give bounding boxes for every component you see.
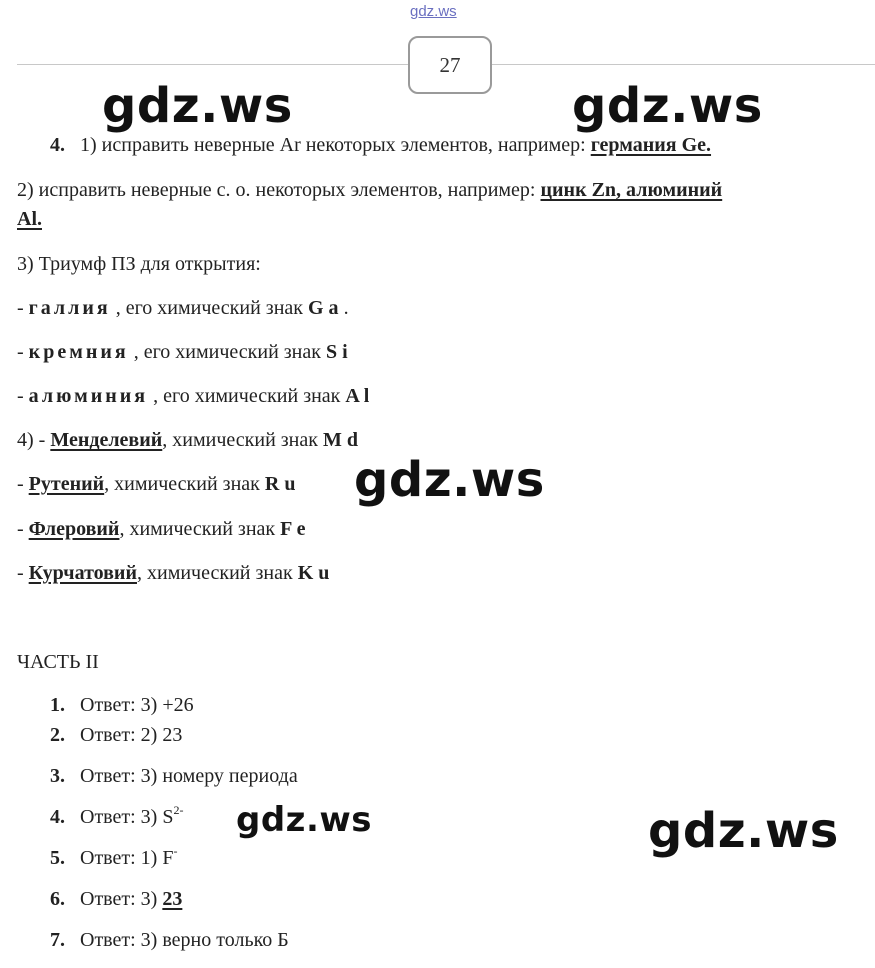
answer-number: 2.: [50, 724, 65, 746]
dash: -: [17, 385, 29, 407]
discovery-item-silicon: [17, 340, 348, 364]
answer-item: [50, 928, 289, 952]
element-symbol: S i: [325, 341, 348, 363]
answer-item: [50, 887, 182, 911]
element-symbol: R u: [264, 473, 296, 495]
answer-number: 4.: [50, 806, 65, 828]
answer-number: 1.: [50, 694, 65, 716]
page-number-text: 27: [439, 52, 461, 77]
element-name: алюминия: [28, 385, 149, 407]
element-name: галлия: [28, 297, 111, 319]
element-name: Курчатовий: [28, 562, 137, 584]
dash: -: [17, 341, 29, 363]
watermark: gdz.ws: [236, 800, 373, 840]
discovery-item-aluminium: [17, 384, 369, 408]
dash: -: [17, 562, 29, 584]
q4-line2: [17, 178, 722, 202]
answer-text: Ответ: 3) верно только Б: [80, 929, 289, 951]
answer-text: Ответ: 2) 23: [80, 724, 183, 746]
element-mid-text: , его химический знак: [128, 341, 326, 363]
element-mid-text: , химический знак: [104, 473, 265, 495]
q4-line1-answer: германия Ge.: [590, 134, 712, 156]
answer-item: [50, 764, 298, 788]
discovery-item-gallium: [17, 296, 349, 320]
page-number: [408, 36, 492, 94]
answer-number: 7.: [50, 929, 65, 951]
watermark: gdz.ws: [354, 452, 545, 508]
q4-number: 4.: [50, 134, 65, 156]
header-rule-right: [490, 64, 875, 65]
q4-line1: [50, 133, 711, 157]
watermark: gdz.ws: [648, 803, 839, 859]
part2-title: ЧАСТЬ II: [17, 651, 99, 673]
dash: -: [17, 297, 29, 319]
element-flerovium: [17, 517, 306, 541]
answer-number: 5.: [50, 847, 65, 869]
watermark: gdz.ws: [102, 78, 293, 134]
element-symbol: K u: [297, 562, 330, 584]
q4-line2-text: 2) исправить неверные с. о. некоторых элементов, например:: [17, 179, 541, 201]
q4-line4-prefix: 4) -: [17, 429, 51, 451]
site-link-top[interactable]: gdz.ws: [410, 3, 457, 20]
answer-item: [50, 723, 182, 747]
element-kurchatovium: [17, 561, 329, 585]
element-name: Флеровий: [28, 518, 120, 540]
answer-number: 3.: [50, 765, 65, 787]
element-name: Рутений: [28, 473, 105, 495]
element-ruthenium: [17, 472, 295, 496]
element-mid-text: , его химический знак: [148, 385, 346, 407]
element-mendelevium: [17, 428, 358, 452]
dash: -: [17, 518, 29, 540]
element-symbol: F e: [280, 518, 306, 540]
answer-item: [50, 846, 177, 870]
answer-bold-value: 23: [162, 888, 183, 910]
answer-superscript: 2-: [173, 803, 184, 817]
element-mid-text: , его химический знак: [110, 297, 308, 319]
answer-text: Ответ: 3): [80, 888, 163, 910]
answer-text: Ответ: 1) F: [80, 847, 174, 869]
answer-text: Ответ: 3) +26: [80, 694, 194, 716]
q4-line2-cont: [17, 207, 42, 231]
answer-number: 6.: [50, 888, 65, 910]
element-symbol: M d: [322, 429, 358, 451]
answer-text: Ответ: 3) S: [80, 806, 174, 828]
answer-text: Ответ: 3) номеру периода: [80, 765, 298, 787]
answer-item: [50, 805, 183, 829]
header-rule-left: [17, 64, 408, 65]
answer-item: [50, 693, 194, 717]
q4-line3: 3) Триумф ПЗ для открытия:: [17, 253, 261, 275]
q4-line2-answer-a: цинк Zn, алюминий: [540, 179, 723, 201]
element-symbol: A l: [345, 385, 370, 407]
q4-line2-answer-b: Al.: [17, 208, 42, 230]
q4-line1-text: 1) исправить неверные Ar некоторых элементов, например:: [80, 134, 591, 156]
element-mid-text: , химический знак: [136, 562, 298, 584]
element-symbol: G a: [308, 297, 339, 319]
element-end: .: [338, 297, 349, 319]
element-name: кремния: [28, 341, 129, 363]
element-mid-text: , химический знак: [162, 429, 323, 451]
element-name: Менделевий: [50, 429, 163, 451]
element-mid-text: , химический знак: [119, 518, 281, 540]
watermark: gdz.ws: [572, 78, 763, 134]
answer-superscript: -: [173, 844, 178, 858]
dash: -: [17, 473, 29, 495]
